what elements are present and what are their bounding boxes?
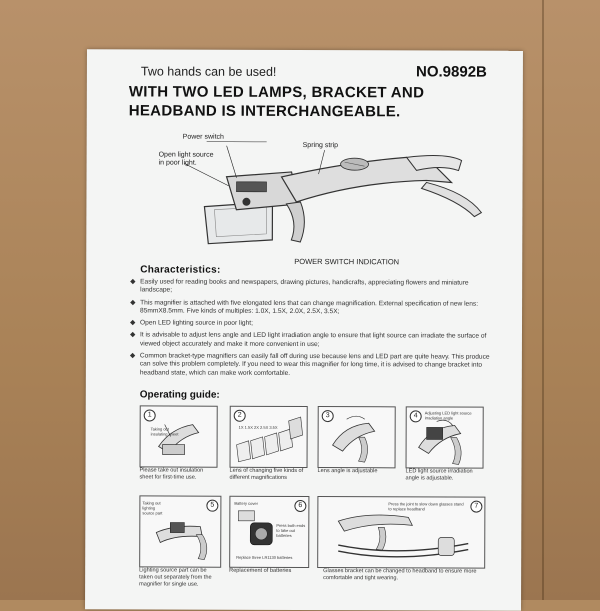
bullet-icon: ◆ [130,299,135,307]
step-caption: Lens angle is adjustable [317,468,397,475]
power-switch-callout: Power switch [183,134,224,142]
guide-step-2 [230,406,308,468]
battery-caption: Replace three LR1130 batteries [236,555,306,560]
guide-step-4 [406,406,484,468]
model-number: NO.9892B [416,63,487,80]
power-indication-callout: POWER SWITCH INDICATION [294,258,399,266]
bullet-icon: ◆ [130,320,135,328]
bullet-icon: ◆ [130,278,135,286]
guide-step-7 [317,496,485,569]
step-note: 1X 1.5X 2X 2.5X 3.5X [239,425,289,430]
guide-step-1 [140,405,218,467]
step-number: 1 [144,409,156,421]
step-caption: Lighting source part can be taken out separately from the magnifier for single use. [139,567,221,588]
guide-step-5 [139,495,221,567]
step-note: Battery cover [234,501,268,506]
bullet-icon: ◆ [130,352,135,360]
step-caption: Lens of changing five kinds of different magnifications [229,468,309,482]
operating-guide-heading: Operating guide: [140,389,220,400]
list-item: ◆ Easily used for reading books and newspapers, drawing pictures, handicrafts, appreciating flowers and miniature landscape; [130,278,496,296]
list-item: ◆ Open LED lighting source in poor light; [130,320,496,330]
list-item: ◆ Common bracket-type magnifiers can easily fall off during use because lens and LED part are quite heavy. This produce can solve this problem completely. If you need to wear this magnifier for long time, it is advised to change bracket into headband state, which can make work comfortable. [130,352,496,378]
guide-step-6 [229,496,309,568]
step-caption: Please take out insulation sheet for first-time use. [139,467,217,481]
battery-note: Press both ends to take out batteries [276,523,306,538]
step-number: 4 [410,410,422,422]
characteristics-list [130,278,496,382]
list-item: ◆ It is advisable to adjust lens angle and LED light irradiation angle to ensure that light source can irradiate the surface of viewed object accurately and make it more convenient in use; [130,332,496,350]
characteristics-heading: Characteristics: [140,264,220,275]
list-item: ◆ This magnifier is attached with five elongated lens that can change magnification. External specification of new lens: 85mmX8.5mm. Five kinds of multiples: 1.0X, 1.5X, 2.0X, 2.5X, 3.5X; [130,299,496,317]
step-number: 2 [234,410,246,422]
step-note: Taking out insulating sheet [151,426,181,436]
step-caption: LED light source irradiation angle is adjustable. [405,468,485,482]
step-note: Press the joint to slow down glasses stand to replace headband [388,501,464,511]
cardboard-seam [542,0,544,600]
product-illustration [86,121,523,273]
bullet-icon: ◆ [130,332,135,340]
page-title: WITH TWO LED LAMPS, BRACKET AND HEADBAND IS INTERCHANGEABLE. [129,82,509,121]
step-caption: Replacement of batteries [229,568,309,575]
step-caption: Glasses bracket can be changed to headband to ensure more comfortable and tight wearing. [323,568,483,582]
step-note: Taking out lighting source part [142,500,164,515]
step-number: 3 [322,410,334,422]
step-number: 5 [206,500,218,512]
step-number: 7 [470,501,482,513]
instruction-sheet [85,49,523,611]
step-note: Adjusting LED light source irradiation angle [425,410,479,420]
light-source-callout: Open light source in poor light. [159,151,219,167]
subtitle: Two hands can be used! [141,64,277,78]
spring-strip-callout: Spring strip [303,142,338,150]
step-number: 6 [294,500,306,512]
guide-step-3 [318,406,396,468]
